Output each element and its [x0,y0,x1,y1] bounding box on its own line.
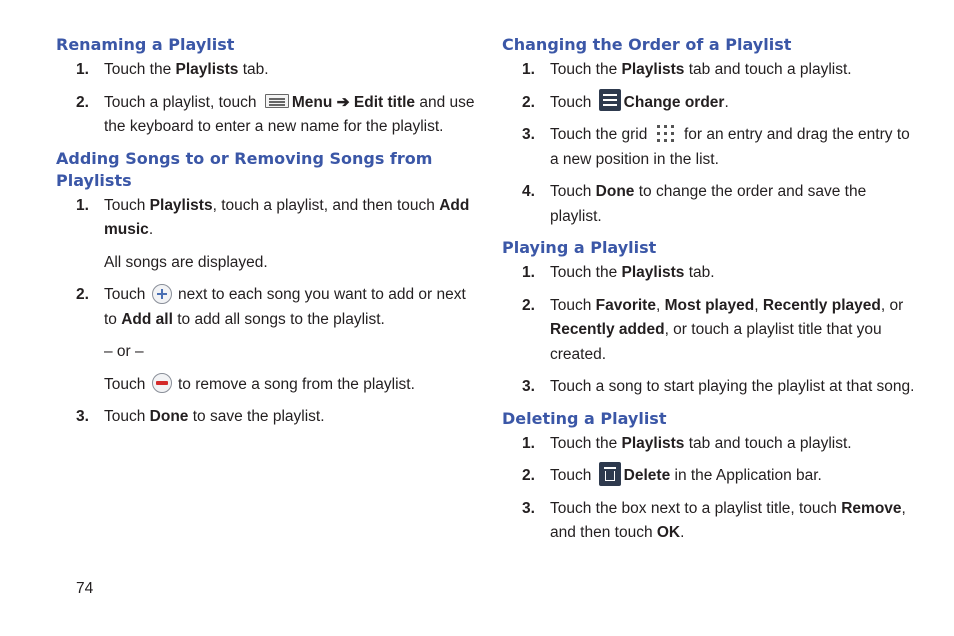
step-item [56,194,476,243]
bold-term: Recently added [550,321,665,338]
bold-term: Most played [664,296,755,314]
step-text: Touch [550,467,596,485]
bold-term: Playlists [621,61,685,78]
step-text: next to each song you want to add or next to [104,286,466,328]
step-text: Touch [550,93,596,111]
bold-term: Delete [623,467,671,485]
bold-term: Playlists [175,61,239,78]
change-order-icon [599,89,621,111]
steps-order [502,58,922,229]
bold-term: Add music [104,196,470,238]
bold-term: Playlists [149,196,213,214]
step-item [502,497,922,546]
step-item [502,91,922,116]
step-text: Touch the [104,61,176,78]
bold-term: Playlists [621,264,685,281]
page-number: 74 [76,580,94,597]
step-item [56,58,476,83]
step-item [502,294,922,368]
step-number: 1. [522,264,535,281]
bold-term: OK [656,524,681,542]
step-text: , [655,296,665,314]
right-column [502,34,922,554]
drag-grid-icon [655,122,677,144]
step-number: 3. [522,378,535,395]
step-text: , touch a playlist, and then touch [212,196,440,214]
step-text: Touch the [550,434,622,452]
step-text: , and then touch [550,499,906,542]
step-text: , [754,296,763,314]
step-text: to remove a song from the playlist. [173,375,415,393]
step-number: 2. [76,286,89,303]
step-text: to add all songs to the playlist. [172,310,385,328]
step-text: for an entry and drag the entry to a new position in the list. [550,126,910,168]
step-text: Touch the grid [550,126,652,143]
menu-icon [265,94,289,108]
step-number: 1. [76,196,89,214]
step-number: 4. [522,183,535,200]
step-text: , or touch a playlist title that you created. [550,321,882,363]
step-text: Touch a playlist, touch [104,93,261,111]
step-text: to save the playlist. [188,408,325,425]
step-item [502,123,922,172]
step-text: Touch the [550,264,622,281]
arrow-icon: ➔ [332,93,354,111]
bold-term: Favorite [595,296,656,314]
bold-term: Change order [623,93,725,111]
step-text: Touch [104,196,150,214]
step-number: 1. [522,61,535,78]
step-text: tab and touch a playlist. [684,434,852,452]
heading-changing-order: Changing the Order of a Playlist [502,35,792,54]
bold-term: Remove [841,499,902,517]
step-item [56,283,476,332]
step-number: 1. [522,434,535,452]
note-paragraph: All songs are displayed. [104,253,268,271]
step-text: Touch the [550,61,622,78]
step-number: 2. [522,296,535,314]
step-text: tab. [684,264,715,281]
step-text: Touch [550,296,596,314]
step-text: and use the keyboard to enter a new name for the playlist. [104,93,475,135]
step-item [502,180,922,229]
step-number: 2. [522,467,535,484]
step-text: . [680,524,685,542]
note-paragraph [56,373,476,398]
step-number: 3. [76,408,89,425]
heading-playing-playlist: Playing a Playlist [502,238,657,257]
heading-adding-removing-songs: Adding Songs to or Removing Songs from Playlists [56,148,433,190]
bold-term: Recently played [762,296,881,314]
heading-deleting-playlist: Deleting a Playlist [502,408,667,428]
step-text: to change the order and save the playlist. [550,183,867,225]
bold-term: Edit title [353,93,416,111]
step-text: tab. [238,61,269,78]
bold-term: Done [149,408,189,425]
step-text: tab and touch a playlist. [684,61,852,78]
step-text: Touch a song to start playing the playlist at that song. [550,378,915,395]
step-text: . [148,221,154,238]
or-separator: – or – [104,343,144,360]
steps-renaming [56,58,476,140]
bold-term: Done [595,183,635,200]
step-number: 2. [76,93,89,111]
step-text: Touch [104,375,150,393]
step-text: , or [880,296,904,314]
step-text: Touch the box next to a playlist title, touch [550,499,842,517]
step-text: Touch [104,286,150,303]
bold-term: Menu [291,93,333,111]
step-number: 3. [522,499,535,517]
step-text: Touch [550,183,596,200]
remove-circle-icon [152,373,172,393]
step-item [502,58,922,83]
step-text: . [724,93,729,111]
step-item [502,375,922,400]
step-item [502,464,922,489]
step-number: 1. [76,61,89,78]
step-item [502,261,922,286]
step-number: 3. [522,126,535,143]
bold-term: Add all [121,310,173,328]
left-column [56,34,476,438]
bold-term: Playlists [621,434,685,452]
heading-renaming-playlist: Renaming a Playlist [56,35,235,54]
trash-icon [599,462,621,486]
steps-playing [502,261,922,400]
step-number: 2. [522,93,535,111]
step-item [56,405,476,430]
step-item [502,432,922,457]
steps-adding [56,194,476,430]
step-item [56,91,476,140]
steps-deleting [502,432,922,546]
step-text: Touch [104,408,150,425]
step-text: in the Application bar. [670,467,822,485]
add-circle-icon [152,284,172,304]
